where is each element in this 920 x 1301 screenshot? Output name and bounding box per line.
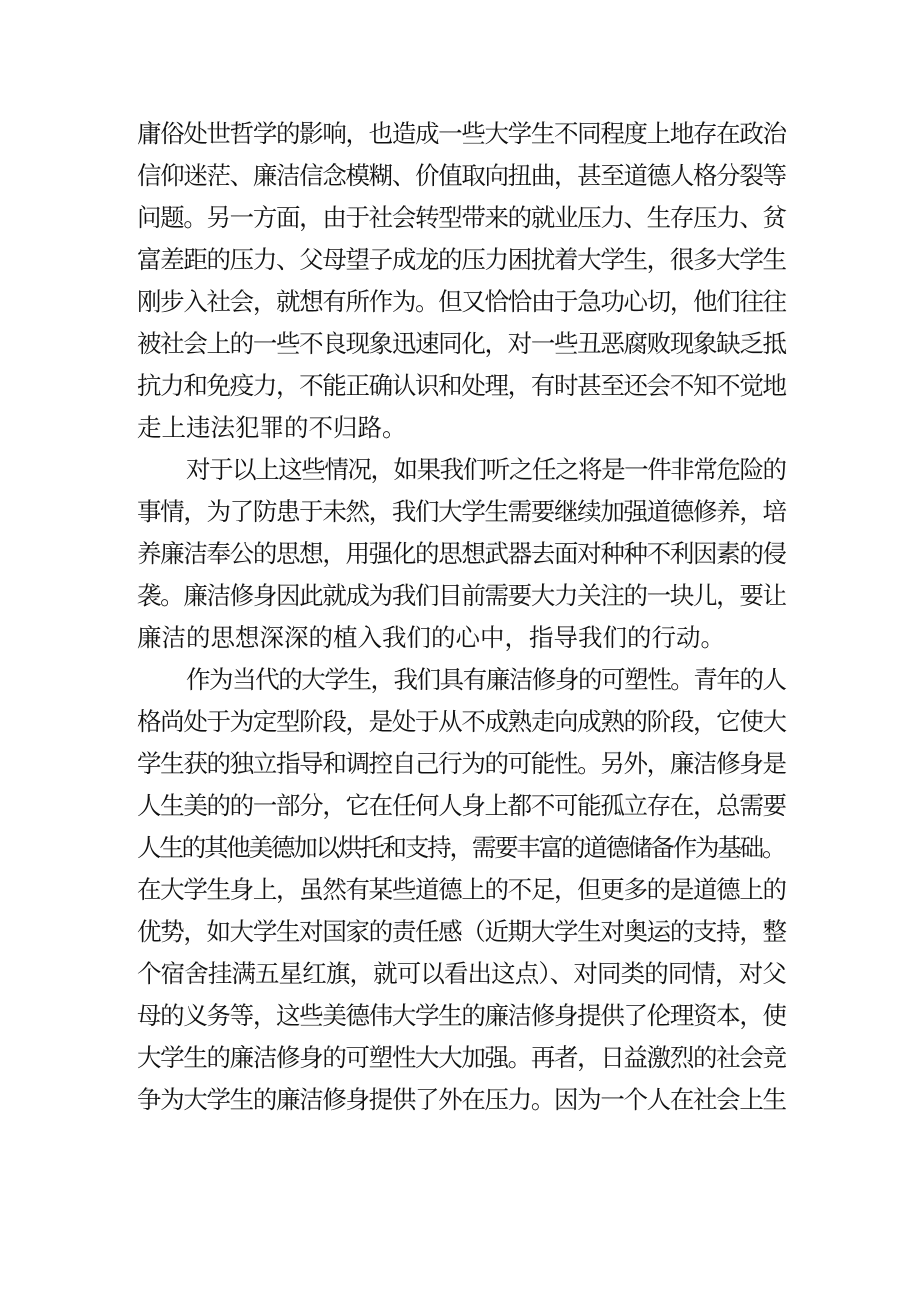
text-line: 母的义务等，这些美德伟大学生的廉洁修身提供了伦理资本，使	[137, 1001, 786, 1030]
text-line: 走上违法犯罪的不归路。	[137, 413, 407, 442]
text-line: 作为当代的大学生，我们具有廉洁修身的可塑性。青年的人	[186, 665, 786, 694]
text-line: 养廉洁奉公的思想，用强化的思想武器去面对种种不利因素的侵	[137, 539, 786, 568]
text-line: 袭。廉洁修身因此就成为我们目前需要大力关注的一块儿，要让	[137, 581, 786, 610]
text-line: 优势，如大学生对国家的责任感（近期大学生对奥运的支持，整	[137, 917, 786, 946]
text-line: 富差距的压力、父母望子成龙的压力困扰着大学生，很多大学生	[137, 245, 786, 274]
text-line: 被社会上的一些不良现象迅速同化，对一些丑恶腐败现象缺乏抵	[137, 329, 786, 358]
text-line: 格尚处于为定型阶段，是处于从不成熟走向成熟的阶段，它使大	[137, 707, 786, 736]
text-line: 个宿舍挂满五星红旗，就可以看出这点）、对同类的同情，对父	[137, 959, 786, 988]
text-line: 刚步入社会，就想有所作为。但又恰恰由于急功心切，他们往往	[137, 287, 786, 316]
text-line: 庸俗处世哲学的影响，也造成一些大学生不同程度上地存在政治	[137, 119, 786, 148]
text-line: 信仰迷茫、廉洁信念模糊、价值取向扭曲，甚至道德人格分裂等	[137, 161, 786, 190]
text-line: 人生的其他美德加以烘托和支持，需要丰富的道德储备作为基础。	[137, 833, 785, 862]
text-line: 问题。另一方面，由于社会转型带来的就业压力、生存压力、贫	[137, 203, 786, 232]
paragraph	[137, 449, 787, 659]
text-line: 人生美的的一部分，它在任何人身上都不可能孤立存在，总需要	[137, 791, 786, 820]
body-text	[137, 113, 787, 1121]
text-line: 对于以上这些情况，如果我们听之任之将是一件非常危险的	[186, 455, 786, 484]
text-line: 抗力和免疫力，不能正确认识和处理，有时甚至还会不知不觉地	[137, 371, 786, 400]
text-line: 事情，为了防患于未然，我们大学生需要继续加强道德修养，培	[137, 497, 786, 526]
text-line: 在大学生身上，虽然有某些道德上的不足，但更多的是道德上的	[137, 875, 786, 904]
text-line: 争为大学生的廉洁修身提供了外在压力。因为一个人在社会上生	[137, 1085, 786, 1114]
paragraph	[137, 113, 787, 449]
text-line: 大学生的廉洁修身的可塑性大大加强。再者，日益激烈的社会竞	[137, 1043, 786, 1072]
paragraph	[137, 659, 787, 1121]
text-line: 学生获的独立指导和调控自己行为的可能性。另外，廉洁修身是	[137, 749, 786, 778]
text-line: 廉洁的思想深深的植入我们的心中，指导我们的行动。	[137, 623, 725, 652]
